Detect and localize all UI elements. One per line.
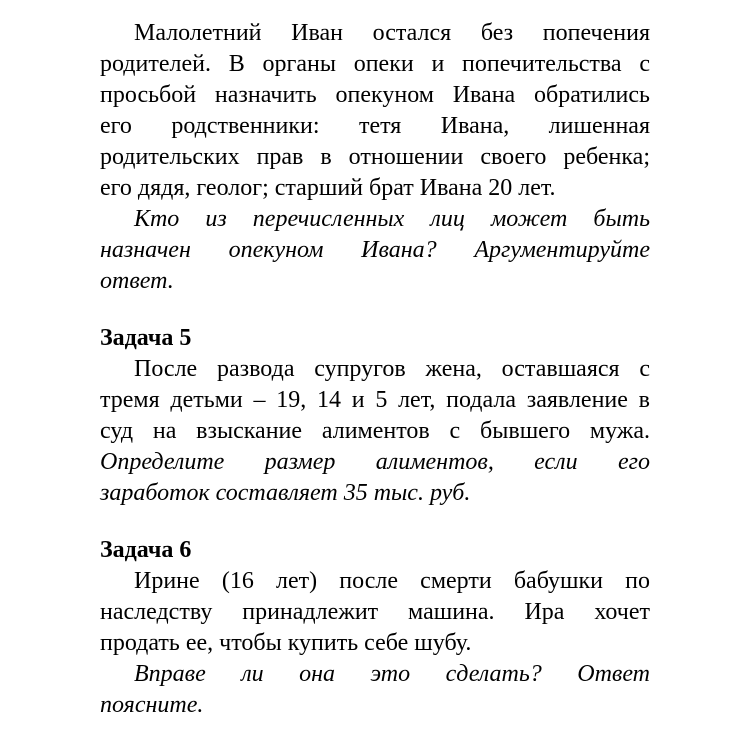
condition-line: продать ее, чтобы купить себе шубу. [100, 630, 472, 656]
condition-line: просьбой назначить опекуном Ивана обратились [100, 82, 650, 108]
condition-line: После развода супругов жена, оставшаяся с [134, 356, 650, 382]
condition-line: родителей. В органы опеки и попечительства с [100, 51, 650, 77]
task-block-5 [100, 323, 650, 509]
condition-line: наследству принадлежит машина. Ира хочет [100, 599, 650, 625]
condition-line: тремя детьми – 19, 14 и 5 лет, подала заявление в [100, 387, 650, 413]
condition-line: его дядя, геолог; старший брат Ивана 20 лет. [100, 175, 556, 201]
question-line: назначен опекуном Ивана? Аргументируйте [100, 237, 650, 263]
question-line: ответ. [100, 268, 174, 294]
question-line: Определите размер алиментов, если его [100, 449, 650, 475]
section-gap [100, 509, 650, 535]
section-gap [100, 297, 650, 323]
question-line: поясните. [100, 692, 204, 718]
task-heading: Задача 5 [100, 325, 192, 351]
question-line: Кто из перечисленных лиц может быть [134, 206, 650, 232]
condition-line: Малолетний Иван остался без попечения [134, 20, 650, 46]
condition-line: его родственники: тетя Ивана, лишенная [100, 113, 650, 139]
task-block-1 [100, 18, 650, 297]
condition-line: родительских прав в отношении своего ребенка; [100, 144, 650, 170]
task-heading: Задача 6 [100, 537, 192, 563]
document-page [100, 18, 650, 721]
condition-line: суд на взыскание алиментов с бывшего мужа. [100, 418, 650, 444]
question-line: Вправе ли она это сделать? Ответ [134, 661, 650, 687]
task-block-6 [100, 535, 650, 721]
question-line: заработок составляет 35 тыс. руб. [100, 480, 471, 506]
condition-line: Ирине (16 лет) после смерти бабушки по [134, 568, 650, 594]
